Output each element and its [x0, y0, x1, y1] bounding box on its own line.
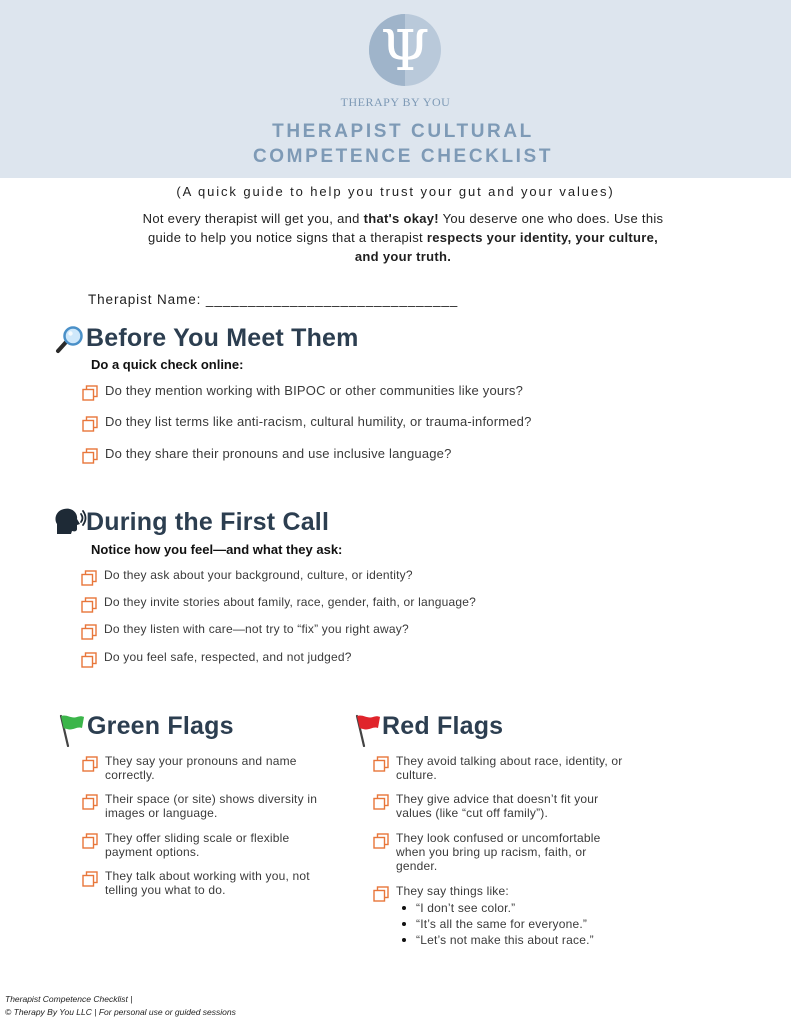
red-flag-item[interactable]	[373, 884, 623, 948]
speaking-head-icon	[53, 506, 87, 538]
red-flag-item[interactable]	[373, 831, 623, 873]
checklist-item[interactable]	[81, 568, 413, 586]
page-subtitle: (A quick guide to help you trust your gut and your values)	[176, 184, 615, 199]
red-flag-item[interactable]	[373, 754, 623, 782]
checkbox-icon[interactable]	[373, 794, 389, 810]
quote-item: “Let’s not make this about race.”	[416, 932, 623, 948]
intro-text-1: Not every therapist will get you, and	[142, 211, 364, 226]
quote-item: “I don’t see color.”	[416, 900, 623, 916]
intro-text-2: You deserve one who does. Use this guide to help you notice signs that a therapist	[147, 211, 664, 245]
checkbox-icon[interactable]	[82, 833, 98, 849]
red-flag-icon	[352, 713, 382, 747]
footer-line-2: © Therapy By You LLC | For personal use or guided sessions	[5, 1007, 236, 1017]
green-flag-item[interactable]	[82, 831, 332, 859]
magnifying-glass-icon	[55, 326, 85, 354]
checkbox-icon[interactable]	[81, 597, 97, 613]
quote-list	[396, 900, 623, 948]
page-title-line-1: THERAPIST CULTURAL	[272, 121, 534, 142]
therapist-name-field[interactable]: Therapist Name: ______________________________	[88, 292, 459, 307]
section-subtitle-first-call: Notice how you feel—and what they ask:	[91, 542, 343, 557]
checklist-item[interactable]	[81, 622, 409, 640]
red-flag-text: They look confused or uncomfortable when you bring up racism, faith, or gender.	[396, 831, 601, 873]
checklist-item[interactable]	[81, 650, 352, 668]
checklist-item-text: Do they listen with care—not try to “fix” you right away?	[104, 622, 409, 636]
green-flag-text: They say your pronouns and name correctly.	[105, 754, 297, 782]
intro-bold-1: that's okay!	[363, 211, 439, 226]
checkbox-icon[interactable]	[373, 756, 389, 772]
svg-text:Ψ: Ψ	[380, 19, 430, 84]
green-flag-item[interactable]	[82, 754, 332, 782]
checklist-item-text: Do they invite stories about family, race, gender, faith, or language?	[104, 595, 476, 609]
green-flag-text: They offer sliding scale or flexible payment options.	[105, 831, 290, 859]
red-flag-text: They give advice that doesn’t fit your values (like “cut off family”).	[396, 792, 599, 820]
checklist-item[interactable]	[81, 595, 476, 613]
footer-line-1: Therapist Competence Checklist |	[5, 994, 133, 1004]
green-flag-item[interactable]	[82, 792, 332, 820]
green-flag-text: They talk about working with you, not telling you what to do.	[105, 869, 310, 897]
red-flag-text: They avoid talking about race, identity, or culture.	[396, 754, 623, 782]
intro-bold-2: respects your identity, your culture, and your truth.	[354, 230, 659, 264]
red-flag-quotes-block	[396, 884, 623, 948]
checkbox-icon[interactable]	[373, 886, 389, 902]
red-flag-item[interactable]	[373, 792, 623, 820]
checkbox-icon[interactable]	[82, 385, 98, 401]
checklist-item[interactable]	[82, 446, 452, 464]
checkbox-icon[interactable]	[373, 833, 389, 849]
checklist-item-text: Do they mention working with BIPOC or other communities like yours?	[105, 383, 524, 398]
green-flag-icon	[56, 713, 86, 747]
checklist-item[interactable]	[82, 414, 532, 432]
checkbox-icon[interactable]	[82, 871, 98, 887]
checkbox-icon[interactable]	[81, 570, 97, 586]
checklist-item-text: Do you feel safe, respected, and not judged?	[104, 650, 352, 664]
quote-item: “It’s all the same for everyone.”	[416, 916, 623, 932]
checklist-item-text: Do they list terms like anti-racism, cultural humility, or trauma-informed?	[105, 414, 532, 429]
therapy-by-you-logo	[367, 12, 443, 88]
checkbox-icon[interactable]	[81, 652, 97, 668]
brand-name: THERAPY BY YOU	[340, 95, 451, 109]
green-flag-item[interactable]	[82, 869, 332, 897]
intro-paragraph	[138, 209, 668, 266]
checklist-item-text: Do they share their pronouns and use inclusive language?	[105, 446, 452, 461]
checklist-item-text: Do they ask about your background, culture, or identity?	[104, 568, 413, 582]
section-title-green-flags: Green Flags	[87, 712, 234, 740]
section-title-before: Before You Meet Them	[86, 324, 359, 352]
section-subtitle-before: Do a quick check online:	[91, 357, 244, 372]
checkbox-icon[interactable]	[82, 416, 98, 432]
checkbox-icon[interactable]	[82, 794, 98, 810]
checkbox-icon[interactable]	[82, 756, 98, 772]
red-flag-text: They say things like:	[396, 884, 509, 898]
section-title-first-call: During the First Call	[86, 508, 330, 536]
checklist-item[interactable]	[82, 383, 523, 401]
checkbox-icon[interactable]	[82, 448, 98, 464]
section-title-red-flags: Red Flags	[382, 712, 504, 740]
page-title-line-2: COMPETENCE CHECKLIST	[252, 146, 554, 167]
checkbox-icon[interactable]	[81, 624, 97, 640]
green-flag-text: Their space (or site) shows diversity in images or language.	[105, 792, 318, 820]
